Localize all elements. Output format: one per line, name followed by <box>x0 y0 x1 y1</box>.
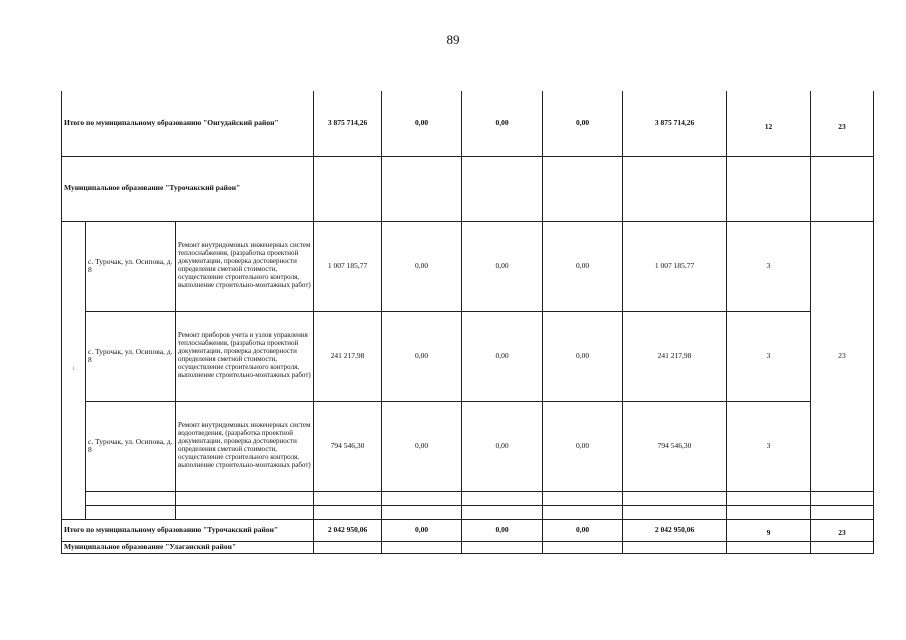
total-label: Итого по муниципальному образованию "Онгудайский район" <box>62 91 314 156</box>
address-cell: с. Турочак, ул. Осипова, д. 8 <box>86 311 176 401</box>
amount-total: 3 875 714,26 <box>314 91 382 156</box>
amount-col2: 0,00 <box>382 519 462 541</box>
amount-col3: 0,00 <box>462 221 543 311</box>
municipality-heading: Муниципальное образование "Турочакский район" <box>62 156 314 221</box>
empty-cell <box>727 505 811 519</box>
empty-cell <box>727 156 811 221</box>
page-number: 89 <box>446 32 460 47</box>
empty-cell <box>543 541 623 553</box>
amount-col3: 0,00 <box>462 91 543 156</box>
empty-cell <box>382 505 462 519</box>
work-description-cell: Ремонт внутридомовых инженерных систем теплоснабжения, (разработка проектной документации, проверка достоверности определения сметной стоимости, осуществление строительного контроля, выполнение строительно-монтажных работ) <box>176 221 314 311</box>
empty-cell <box>543 491 623 505</box>
amount-final: 241 217,98 <box>623 311 727 401</box>
empty-cell <box>314 156 382 221</box>
count-cell: 3 <box>727 401 811 491</box>
amount-col4: 0,00 <box>543 221 623 311</box>
amount-total: 1 007 185,77 <box>314 221 382 311</box>
amount-col4: 0,00 <box>543 519 623 541</box>
empty-cell <box>314 491 382 505</box>
amount-col3: 0,00 <box>462 401 543 491</box>
empty-row <box>62 505 874 519</box>
empty-cell <box>811 156 874 221</box>
amount-col2: 0,00 <box>382 221 462 311</box>
empty-cell <box>314 541 382 553</box>
empty-cell <box>314 505 382 519</box>
empty-cell <box>176 505 314 519</box>
empty-cell <box>543 156 623 221</box>
address-cell: с. Турочак, ул. Осипова, д. 8 <box>86 221 176 311</box>
empty-cell <box>623 491 727 505</box>
empty-cell <box>623 541 727 553</box>
empty-cell <box>382 156 462 221</box>
empty-cell <box>623 505 727 519</box>
amount-col4: 0,00 <box>543 401 623 491</box>
empty-cell <box>727 491 811 505</box>
table-row <box>62 311 874 401</box>
total-label: Итого по муниципальному образованию "Турочакский район" <box>62 519 314 541</box>
address-cell: с. Турочак, ул. Осипова, д. 8 <box>86 401 176 491</box>
empty-cell <box>382 491 462 505</box>
empty-cell <box>176 491 314 505</box>
amount-col2: 0,00 <box>382 91 462 156</box>
amount-total: 2 042 950,06 <box>314 519 382 541</box>
count-cell: 3 <box>727 311 811 401</box>
count-cell: 3 <box>727 221 811 311</box>
empty-cell <box>462 541 543 553</box>
municipality-heading: Муниципальное образование "Улаганский район" <box>62 541 314 553</box>
amount-col2: 0,00 <box>382 401 462 491</box>
total-row-ongudai <box>62 91 874 156</box>
code-cell: 23 <box>811 221 874 491</box>
amount-final: 2 042 950,06 <box>623 519 727 541</box>
amount-final: 794 546,30 <box>623 401 727 491</box>
empty-cell <box>86 505 176 519</box>
empty-cell <box>811 541 874 553</box>
municipality-heading-row <box>62 156 874 221</box>
table-row <box>62 221 874 311</box>
code-cell: 23 <box>811 91 874 156</box>
empty-cell <box>462 156 543 221</box>
empty-cell <box>811 505 874 519</box>
empty-cell <box>462 505 543 519</box>
empty-cell <box>382 541 462 553</box>
work-description-cell: Ремонт приборов учета и узлов управления теплоснабжения, (разработка проектной документации, проверка достоверности определения сметной стоимости, осуществление строительного контроля, выполнение строительно-монтажных работ) <box>176 311 314 401</box>
empty-cell <box>86 491 176 505</box>
amount-col4: 0,00 <box>543 311 623 401</box>
empty-cell <box>543 505 623 519</box>
total-row-turochak <box>62 519 874 541</box>
code-cell: 23 <box>811 519 874 541</box>
empty-cell <box>727 541 811 553</box>
count-cell: 12 <box>727 91 811 156</box>
table-row <box>62 401 874 491</box>
municipality-heading-row <box>62 541 874 553</box>
amount-total: 794 546,30 <box>314 401 382 491</box>
empty-row <box>62 491 874 505</box>
amount-col4: 0,00 <box>543 91 623 156</box>
amount-col3: 0,00 <box>462 519 543 541</box>
row-index: 1 <box>62 221 86 519</box>
amount-col2: 0,00 <box>382 311 462 401</box>
work-description-cell: Ремонт внутридомовых инженерных систем водоотведения, (разработка проектной документации, проверка достоверности определения сметной стоимости, осуществление строительного контроля, выполнение строительно-монтажных работ) <box>176 401 314 491</box>
empty-cell <box>811 491 874 505</box>
amount-total: 241 217,98 <box>314 311 382 401</box>
empty-cell <box>623 156 727 221</box>
amount-final: 3 875 714,26 <box>623 91 727 156</box>
capital-repair-table <box>61 91 874 554</box>
count-cell: 9 <box>727 519 811 541</box>
amount-col3: 0,00 <box>462 311 543 401</box>
amount-final: 1 007 185,77 <box>623 221 727 311</box>
empty-cell <box>462 491 543 505</box>
